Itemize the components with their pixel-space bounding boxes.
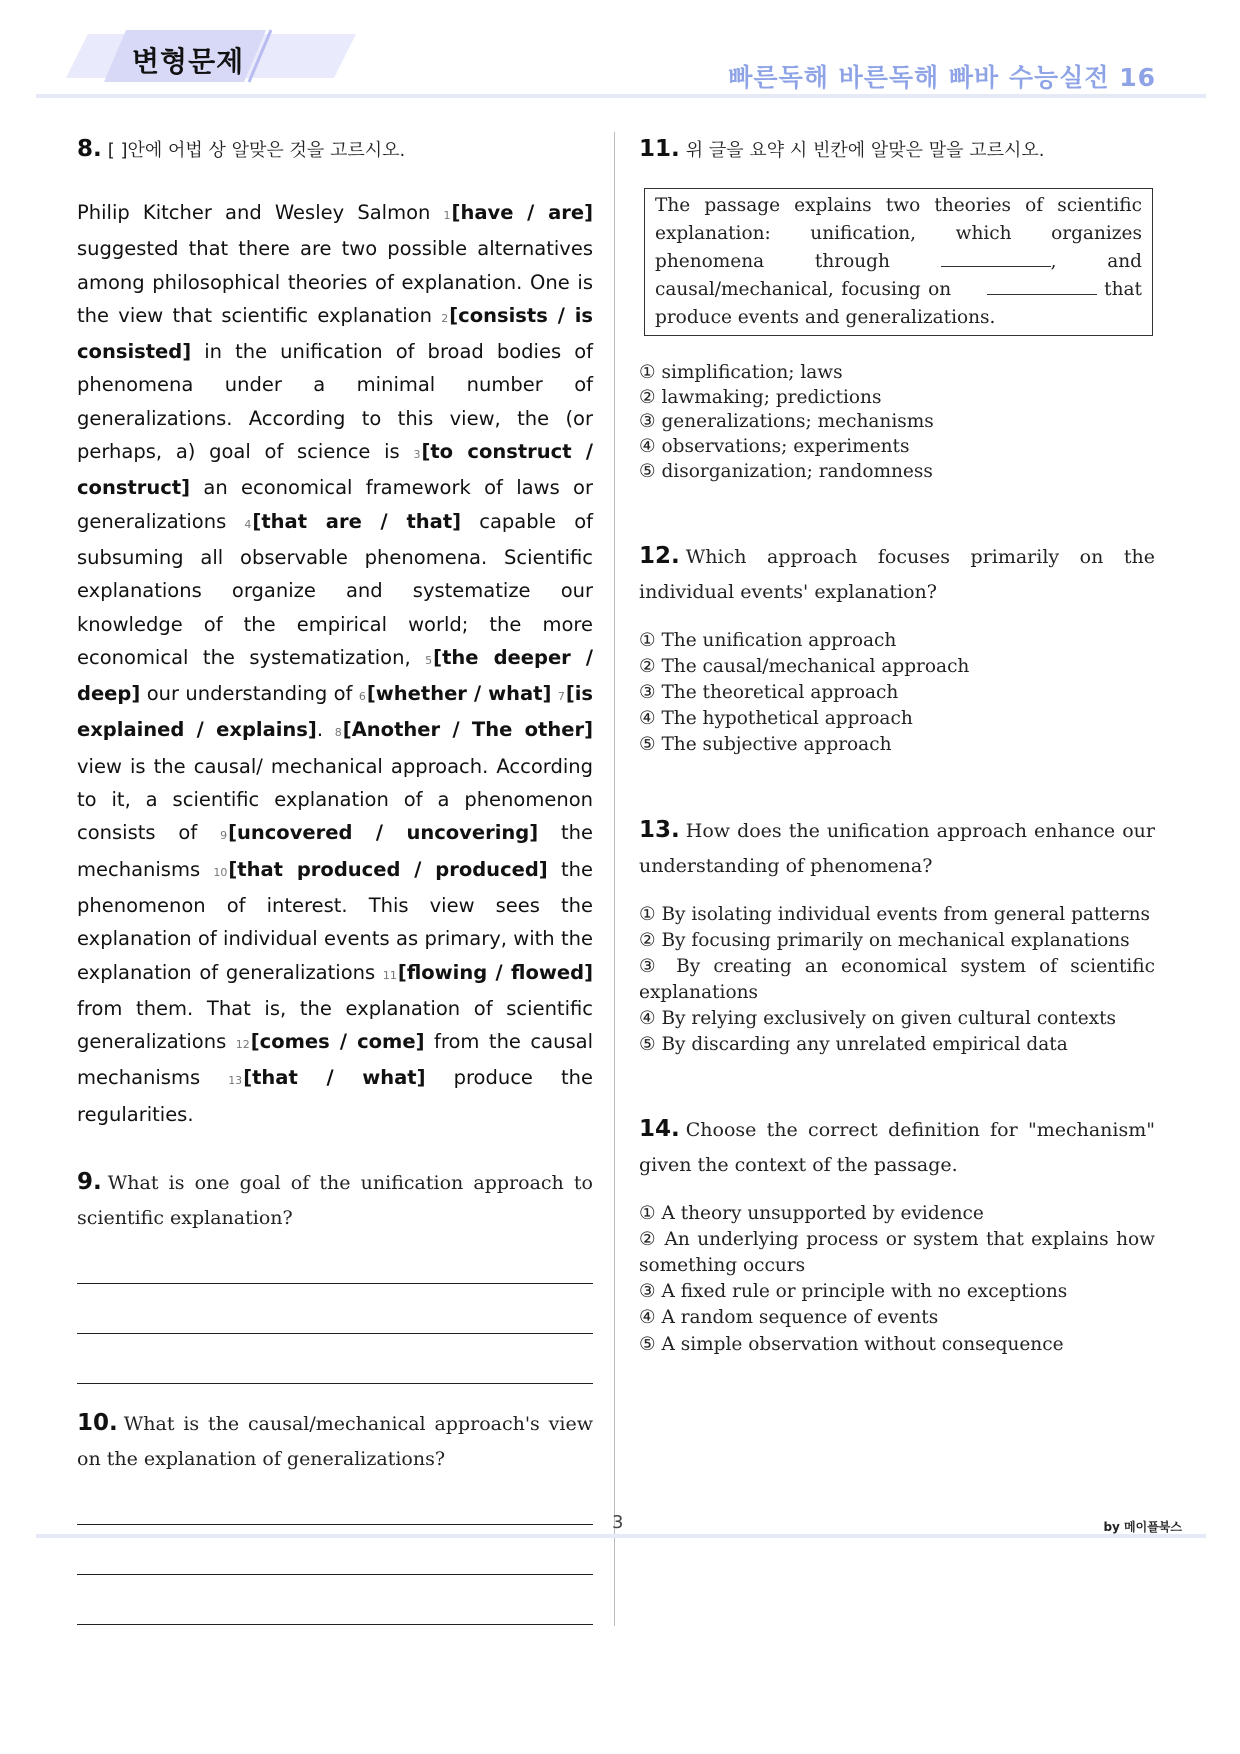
grammar-choice[interactable]: [that / what] (243, 1066, 426, 1090)
header-right-title: 빠른독해 바른독해 빠바 수능실전 16 (728, 63, 1156, 92)
summary-blank-1[interactable] (941, 252, 1051, 267)
passage-segment: the mechanisms (77, 821, 594, 881)
passage-segment: suggested that there are two possible alternatives among philosophical theories of explanation. One is the view that scientific explanation (77, 237, 593, 327)
question-10-answer-area[interactable] (77, 1469, 593, 1625)
question-number: 10. (77, 1410, 118, 1437)
question-12-options (639, 628, 1155, 759)
question-9-text: What is one goal of the unification approach to scientific explanation? (77, 1172, 593, 1230)
right-column (639, 132, 1155, 1358)
grammar-choice[interactable]: [that are / that] (252, 509, 462, 533)
answer-line[interactable] (77, 1228, 593, 1284)
sentence-number-marker: 12 (235, 1038, 250, 1052)
answer-option[interactable]: ④ By relying exclusively on given cultural contexts (639, 1007, 1116, 1029)
grammar-choice[interactable]: [have / are] (451, 201, 593, 224)
answer-option[interactable]: ① A theory unsupported by evidence (639, 1203, 984, 1225)
summary-text-2: , and causal/mechanical, focusing on (655, 251, 1142, 300)
header-rule (36, 94, 1206, 98)
question-number: 13. (639, 816, 680, 843)
answer-line[interactable] (77, 1334, 593, 1384)
grammar-choice[interactable]: [the deeper / deep] (77, 645, 593, 706)
answer-option[interactable]: ④ The hypothetical approach (639, 708, 913, 730)
sentence-number-marker: 11 (382, 968, 397, 982)
sentence-number-marker: 2 (441, 311, 449, 325)
question-12-prompt (639, 539, 1155, 610)
answer-option[interactable]: ⑤ A simple observation without consequence (639, 1333, 1064, 1355)
passage-segment: . (316, 718, 335, 742)
question-9-prompt (77, 1165, 593, 1236)
answer-option[interactable]: ① By isolating individual events from general patterns (639, 903, 1151, 925)
question-number: 14. (639, 1116, 680, 1143)
question-13-text: How does the unification approach enhance our understanding of phenomena? (639, 819, 1155, 877)
answer-option[interactable]: ③ A fixed rule or principle with no exceptions (639, 1281, 1068, 1303)
question-11-options (639, 361, 1155, 485)
answer-option[interactable]: ⑤ disorganization; randomness (639, 460, 933, 482)
answer-option[interactable]: ② lawmaking; predictions (639, 386, 882, 408)
question-14-prompt (639, 1112, 1155, 1183)
passage-segment: an economical framework of laws or generalizations (77, 476, 593, 533)
question-14-text: Choose the correct definition for "mechanism" given the context of the passage. (639, 1119, 1155, 1177)
answer-option[interactable]: ③ generalizations; mechanisms (639, 411, 934, 433)
question-11-text: 위 글을 요약 시 빈칸에 알맞은 말을 고르시오. (685, 140, 1045, 161)
summary-blank-2[interactable] (987, 280, 1097, 295)
answer-option[interactable]: ② The causal/mechanical approach (639, 655, 970, 677)
answer-line[interactable] (77, 1575, 593, 1625)
sentence-number-marker: 7 (557, 690, 565, 704)
question-number: 12. (639, 542, 680, 569)
answer-line[interactable] (77, 1284, 593, 1334)
question-13-options (639, 902, 1155, 1059)
answer-option[interactable]: ⑤ The subjective approach (639, 734, 892, 756)
answer-option[interactable]: ④ A random sequence of events (639, 1307, 939, 1329)
sentence-number-marker: 8 (334, 726, 342, 740)
answer-line[interactable] (77, 1525, 593, 1575)
passage-segment: Philip Kitcher and Wesley Salmon (77, 201, 444, 224)
question-13-prompt (639, 813, 1155, 884)
left-column (77, 132, 593, 1625)
grammar-choice[interactable]: [is explained / explains] (77, 682, 594, 742)
summary-box (644, 188, 1153, 336)
sentence-number-marker: 9 (220, 829, 228, 843)
question-8-prompt (77, 132, 593, 168)
answer-line[interactable] (77, 1469, 593, 1525)
passage-segment: produce the regularities. (77, 1066, 593, 1126)
grammar-choice[interactable]: [comes / come] (250, 1030, 425, 1054)
sentence-number-marker: 13 (228, 1074, 243, 1088)
question-10-prompt (77, 1406, 593, 1477)
sentence-number-marker: 4 (244, 517, 252, 531)
question-11-prompt (639, 132, 1155, 168)
answer-option[interactable]: ① simplification; laws (639, 362, 843, 383)
answer-option[interactable]: ② By focusing primarily on mechanical explanations (639, 929, 1130, 951)
passage-text (77, 196, 593, 1131)
answer-option[interactable]: ① The unification approach (639, 629, 897, 651)
question-8-text: [ ]안에 어법 상 알맞은 것을 고르시오. (107, 140, 406, 161)
passage-segment: capable of subsuming all observable phenomena. Scientific explanations organize and systematize our knowledge of the empirical world; the more economical the systematization, (77, 509, 594, 669)
header-left-title: 변형문제 (132, 45, 245, 78)
summary-text-1: The passage explains two theories of scientific explanation: unification, which organizes phenomena through (655, 195, 1142, 272)
passage-segment: from them. That is, the explanation of scientific generalizations (77, 996, 593, 1054)
grammar-choice[interactable]: [consists / is consisted] (77, 303, 593, 364)
question-number: 9. (77, 1169, 102, 1196)
answer-option[interactable]: ④ observations; experiments (639, 436, 910, 458)
page-number: 3 (612, 1512, 624, 1533)
grammar-choice[interactable]: [uncovered / uncovering] (228, 821, 539, 845)
passage-segment: view is the causal/ mechanical approach. According to it, a scientific explanation of a phenomenon consists of (77, 754, 593, 845)
question-number: 8. (77, 136, 102, 162)
question-14-options (639, 1201, 1155, 1358)
sentence-number-marker: 5 (425, 653, 433, 667)
answer-option[interactable]: ② An underlying process or system that explains how something occurs (639, 1229, 1155, 1277)
answer-option[interactable]: ③ The theoretical approach (639, 681, 899, 703)
footer-rule (36, 1534, 1206, 1538)
answer-option[interactable]: ③ By creating an economical system of scientific explanations (639, 955, 1155, 1003)
question-number: 11. (639, 136, 680, 162)
sentence-number-marker: 10 (213, 865, 228, 879)
grammar-choice[interactable]: [whether / what] (366, 682, 552, 706)
passage-segment: in the unification of broad bodies of phenomena under a minimal number of generalizations. According to this view, the (or perhaps, a) goal of science is (77, 340, 593, 464)
question-9-answer-area[interactable] (77, 1228, 593, 1384)
grammar-choice[interactable]: [Another / The other] (342, 718, 593, 742)
passage-segment: from the causal mechanisms (77, 1030, 593, 1090)
grammar-choice[interactable]: [flowing / flowed] (397, 960, 593, 984)
sentence-number-marker: 3 (413, 448, 421, 462)
summary-text-3: that produce events and generalizations. (655, 279, 1142, 328)
publisher-credit: by 메이플북스 (1103, 1520, 1182, 1534)
question-12-text: Which approach focuses primarily on the individual events' explanation? (639, 545, 1155, 603)
sentence-number-marker: 6 (358, 690, 366, 704)
passage-segment: our understanding of (140, 682, 359, 706)
grammar-choice[interactable]: [that produced / produced] (228, 857, 548, 881)
column-divider (614, 132, 615, 1626)
passage-segment (551, 682, 557, 705)
sentence-number-marker: 1 (443, 209, 451, 222)
question-10-text: What is the causal/mechanical approach's view on the explanation of generalizations? (77, 1413, 593, 1471)
answer-option[interactable]: ⑤ By discarding any unrelated empirical data (639, 1034, 1068, 1055)
passage-segment: the phenomenon of interest. This view sees the explanation of individual events as primary, with the explanation of generalizations (77, 857, 594, 984)
grammar-choice[interactable]: [to construct / construct] (77, 440, 593, 500)
